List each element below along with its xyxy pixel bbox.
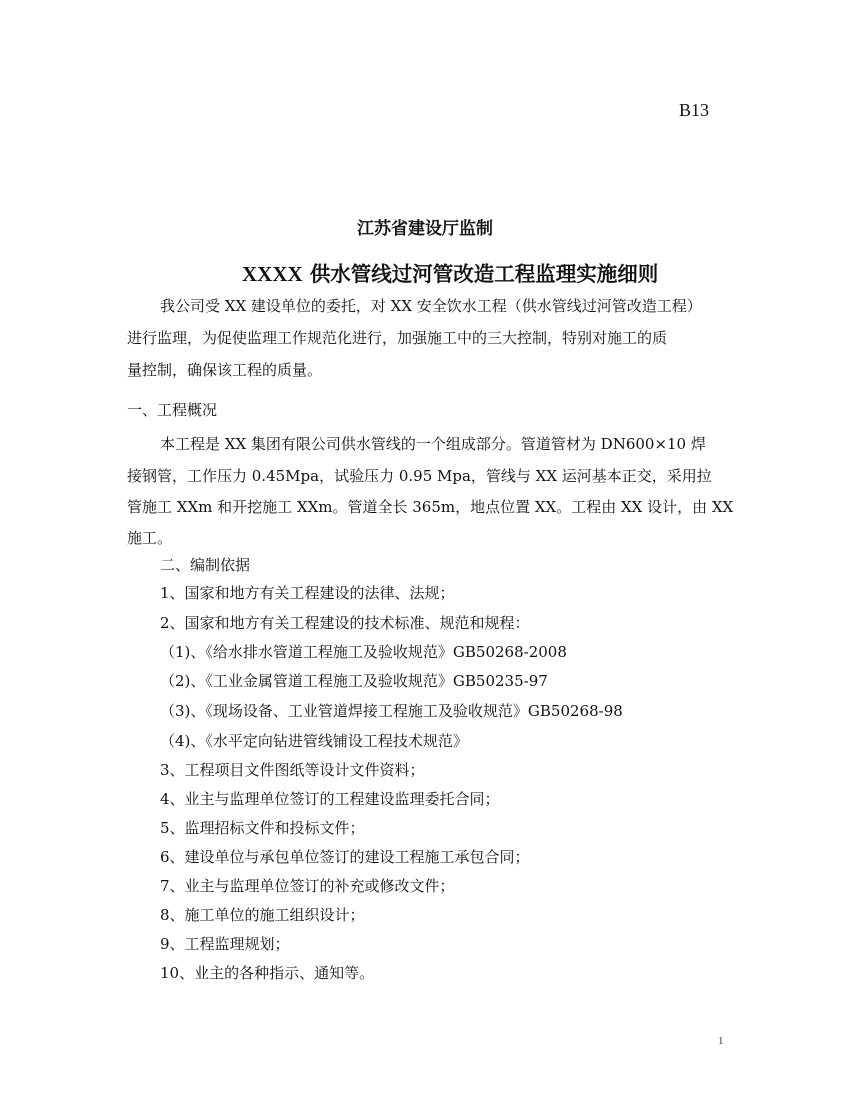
basis-item: （1)、《给水排水管道工程施工及验收规范》GB50268-2008 [160,643,567,661]
basis-item: 5、监理招标文件和投标文件； [160,819,365,837]
basis-item: （2)、《工业金属管道工程施工及验收规范》GB50235-97 [160,672,548,690]
title-prefix: XXXX [242,262,303,286]
overview-line: 接钢管，工作压力 0.45Mpa，试验压力 0.95 Mpa，管线与 XX 运河基本正交，采用拉 [127,467,712,485]
document-title [242,257,658,287]
intro-line: 量控制，确保该工程的质量。 [127,361,323,379]
basis-item: 4、业主与监理单位签订的工程建设监理委托合同； [160,790,500,808]
basis-item: 2、国家和地方有关工程建设的技术标准、规范和规程： [160,614,530,632]
overview-line: 施工。 [127,529,173,547]
intro-line: 进行监理，为促使监理工作规范化进行，加强施工中的三大控制，特别对施工的质 [127,329,668,347]
basis-item: 9、工程监理规划； [160,935,290,953]
title-main: 供水管线过河管改造工程监理实施细则 [309,262,659,286]
basis-item: 6、建设单位与承包单位签订的建设工程施工承包合同； [160,848,530,866]
intro-line: 我公司受 XX 建设单位的委托，对 XX 安全饮水工程（供水管线过河管改造工程） [160,297,702,315]
page-number: 1 [718,1035,724,1047]
section-heading-basis: 二、编制依据 [160,556,251,574]
basis-item: 7、业主与监理单位签订的补充或修改文件； [160,877,455,895]
basis-item: （4)、《水平定向钻进管线铺设工程技术规范》 [160,732,468,750]
basis-item: 8、施工单位的施工组织设计； [160,906,365,924]
basis-item: 1、国家和地方有关工程建设的法律、法规； [160,584,455,602]
basis-item: 3、工程项目文件图纸等设计文件资料； [160,761,425,779]
basis-item: （3)、《现场设备、工业管道焊接工程施工及验收规范》GB50268-98 [160,702,623,720]
section-heading-overview: 一、工程概况 [127,401,218,419]
basis-item: 10、业主的各种指示、通知等。 [160,964,375,982]
document-code: B13 [679,100,710,120]
overview-line: 本工程是 XX 集团有限公司供水管线的一个组成部分。管道管材为 DN600×10 焊 [160,435,706,453]
overview-line: 管施工 XXm 和开挖施工 XXm。管道全长 365m，地点位置 XX。工程由 XX 设计，由 XX [127,498,734,516]
supervisor-label: 江苏省建设厅监制 [357,219,493,239]
